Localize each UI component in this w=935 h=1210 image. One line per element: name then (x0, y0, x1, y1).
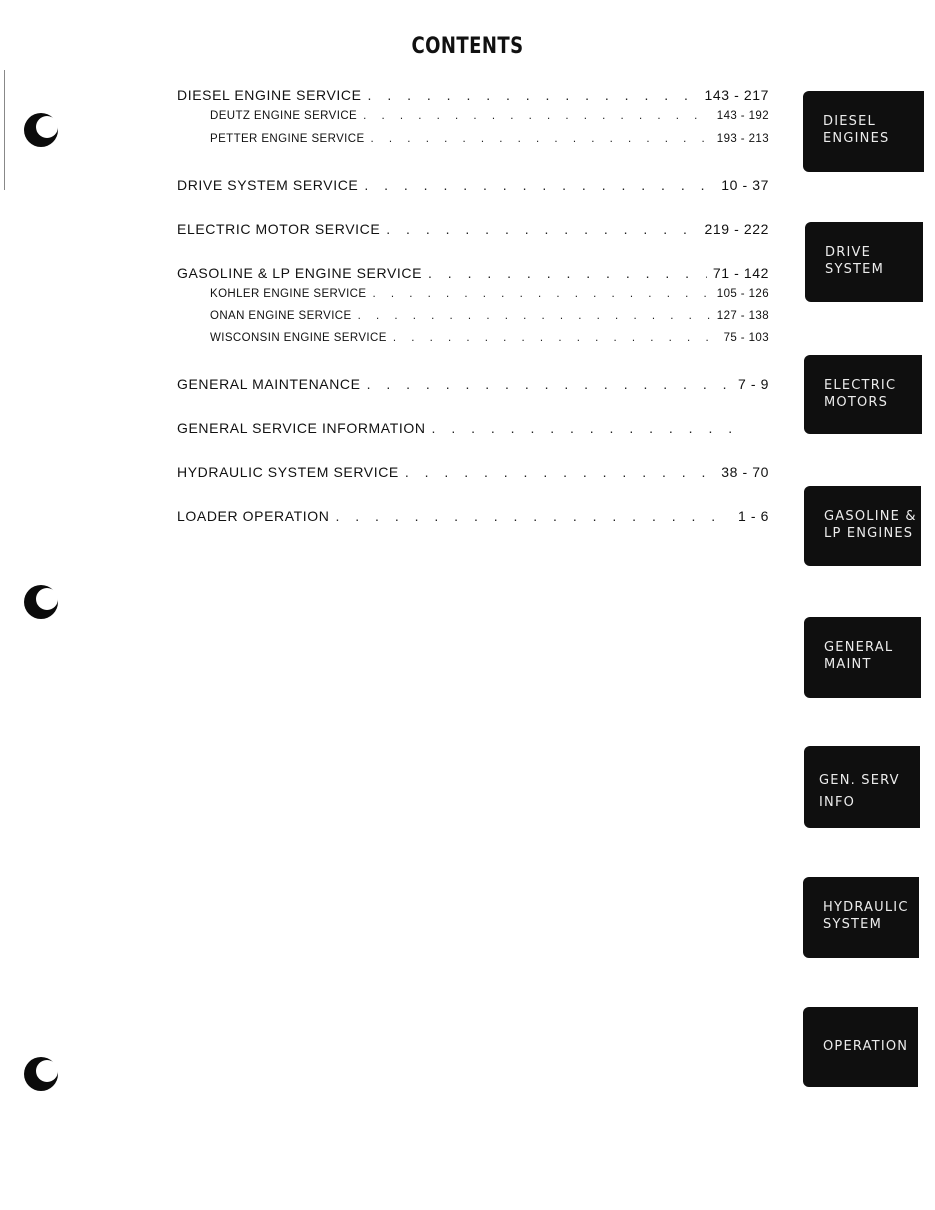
toc-entry[interactable] (177, 221, 769, 241)
toc-entry-label: GENERAL MAINTENANCE (177, 376, 361, 392)
toc-entry-label: DIESEL ENGINE SERVICE (177, 87, 362, 103)
tab-label: OPERATION (823, 1039, 909, 1054)
tab-label: ELECTRIC (824, 378, 897, 393)
toc-entry-label: GASOLINE & LP ENGINE SERVICE (177, 265, 423, 281)
toc-entry-pages: 127 - 138 (716, 310, 769, 322)
toc-entry-label: HYDRAULIC SYSTEM SERVICE (177, 464, 399, 480)
tab-label: INFO (819, 795, 856, 810)
toc-entry[interactable] (210, 288, 769, 308)
toc-entry[interactable] (210, 133, 769, 153)
tab-label: DRIVE (825, 245, 871, 260)
scan-margin-line (4, 70, 5, 190)
toc-entry-pages: 71 - 142 (712, 265, 769, 281)
toc-entry-label: WISCONSIN ENGINE SERVICE (210, 332, 387, 344)
tab-label: SYSTEM (825, 262, 885, 277)
tab-label: GEN. SERV (819, 773, 900, 788)
toc-entry-label: PETTER ENGINE SERVICE (210, 133, 365, 145)
tab-label: ENGINES (823, 131, 890, 146)
tab-label: MOTORS (824, 395, 889, 410)
punch-hole-icon (24, 1057, 58, 1091)
toc-entry[interactable] (210, 332, 769, 352)
toc-entry[interactable] (210, 110, 769, 130)
toc-leader-dots (368, 87, 699, 103)
toc-entry-label: GENERAL SERVICE INFORMATION (177, 420, 426, 436)
toc-leader-dots (432, 420, 741, 436)
tab-gasoline-lp-engines[interactable] (804, 486, 921, 566)
toc-leader-dots (335, 508, 732, 524)
tab-electric-motors[interactable] (804, 355, 922, 434)
toc-leader-dots (372, 288, 710, 300)
toc-leader-dots (363, 110, 711, 122)
toc-entry-label: DEUTZ ENGINE SERVICE (210, 110, 358, 122)
toc-leader-dots (428, 265, 707, 281)
page-title: CONTENTS (411, 34, 524, 59)
toc-entry[interactable] (177, 420, 747, 440)
toc-entry-label: ELECTRIC MOTOR SERVICE (177, 221, 381, 237)
toc-leader-dots (393, 332, 718, 344)
toc-entry-pages: 1 - 6 (737, 508, 769, 524)
tab-label: MAINT (824, 657, 872, 672)
toc-leader-dots (405, 464, 715, 480)
toc-entry[interactable] (210, 310, 769, 330)
toc-entry-pages: 219 - 222 (704, 221, 769, 237)
toc-entry-pages: 143 - 217 (704, 87, 769, 103)
toc-entry-pages: 193 - 213 (716, 133, 769, 145)
toc-entry-label: LOADER OPERATION (177, 508, 330, 524)
toc-entry[interactable] (177, 376, 769, 396)
toc-entry[interactable] (177, 508, 769, 528)
tab-drive-system[interactable] (805, 222, 923, 302)
tab-label: HYDRAULIC (823, 900, 909, 915)
tab-general-maint[interactable] (804, 617, 921, 698)
punch-hole-icon (24, 585, 58, 619)
tab-hydraulic-system[interactable] (803, 877, 919, 958)
toc-leader-dots (358, 310, 711, 322)
toc-entry-label: ONAN ENGINE SERVICE (210, 310, 352, 322)
toc-leader-dots (386, 221, 698, 237)
toc-entry-pages: 10 - 37 (721, 177, 769, 193)
toc-entry-label: KOHLER ENGINE SERVICE (210, 288, 367, 300)
tab-gen-serv-info[interactable] (804, 746, 920, 828)
toc-entry-pages: 105 - 126 (716, 288, 769, 300)
toc-leader-dots (364, 177, 715, 193)
toc-leader-dots (367, 376, 732, 392)
toc-entry[interactable] (177, 87, 769, 107)
toc-entry[interactable] (177, 177, 769, 197)
toc-entry-pages: 75 - 103 (723, 332, 769, 344)
toc-entry-pages: 143 - 192 (716, 110, 769, 122)
punch-hole-icon (24, 113, 58, 147)
toc-entry[interactable] (177, 265, 769, 285)
tab-operation[interactable] (803, 1007, 918, 1087)
toc-leader-dots (371, 133, 711, 145)
toc-entry-pages: 7 - 9 (737, 376, 769, 392)
tab-label: GENERAL (824, 640, 894, 655)
toc-entry[interactable] (177, 464, 769, 484)
tab-label: SYSTEM (823, 917, 883, 932)
tab-label: DIESEL (823, 114, 876, 129)
toc-entry-pages: 38 - 70 (721, 464, 769, 480)
tab-diesel-engines[interactable] (803, 91, 924, 172)
tab-label: GASOLINE & (824, 509, 917, 524)
tab-label: LP ENGINES (824, 526, 914, 541)
toc-entry-label: DRIVE SYSTEM SERVICE (177, 177, 359, 193)
